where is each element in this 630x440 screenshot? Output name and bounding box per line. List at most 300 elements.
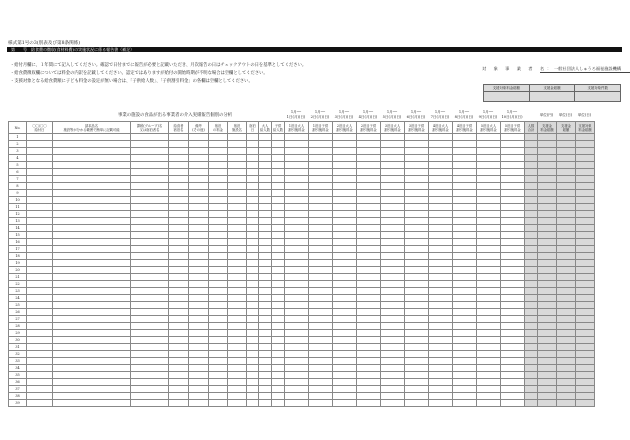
table-cell[interactable]: [429, 253, 453, 260]
table-cell[interactable]: [27, 246, 53, 253]
table-cell[interactable]: [525, 274, 538, 281]
table-cell[interactable]: [576, 134, 595, 141]
table-cell[interactable]: [259, 358, 272, 365]
table-cell[interactable]: [247, 218, 259, 225]
table-cell[interactable]: [381, 162, 405, 169]
table-cell[interactable]: [501, 204, 525, 211]
table-cell[interactable]: [53, 295, 131, 302]
table-cell[interactable]: [525, 134, 538, 141]
table-cell[interactable]: [501, 288, 525, 295]
table-cell[interactable]: [272, 134, 285, 141]
table-cell[interactable]: [381, 316, 405, 323]
table-cell[interactable]: [169, 218, 189, 225]
table-cell[interactable]: [333, 197, 357, 204]
table-cell[interactable]: [131, 330, 169, 337]
table-cell[interactable]: [285, 190, 309, 197]
table-cell[interactable]: [169, 239, 189, 246]
table-cell[interactable]: [525, 267, 538, 274]
table-cell[interactable]: [272, 190, 285, 197]
table-cell[interactable]: [272, 141, 285, 148]
table-cell[interactable]: [189, 372, 209, 379]
table-cell[interactable]: [576, 211, 595, 218]
table-cell[interactable]: [453, 323, 477, 330]
table-cell[interactable]: [501, 176, 525, 183]
table-cell[interactable]: [453, 211, 477, 218]
table-cell[interactable]: [501, 253, 525, 260]
table-cell[interactable]: [429, 372, 453, 379]
table-cell[interactable]: [501, 190, 525, 197]
table-cell[interactable]: [53, 155, 131, 162]
table-cell[interactable]: [429, 162, 453, 169]
table-cell[interactable]: [259, 330, 272, 337]
table-cell[interactable]: [576, 344, 595, 351]
table-cell[interactable]: [309, 162, 333, 169]
table-cell[interactable]: [429, 155, 453, 162]
table-cell[interactable]: [27, 393, 53, 400]
table-cell[interactable]: [169, 148, 189, 155]
table-cell[interactable]: [333, 204, 357, 211]
table-cell[interactable]: [189, 295, 209, 302]
table-cell[interactable]: [538, 274, 557, 281]
table-cell[interactable]: [501, 162, 525, 169]
table-cell[interactable]: [576, 232, 595, 239]
table-cell[interactable]: [557, 365, 576, 372]
table-cell[interactable]: [357, 260, 381, 267]
table-cell[interactable]: [189, 204, 209, 211]
table-cell[interactable]: [405, 190, 429, 197]
table-cell[interactable]: [333, 190, 357, 197]
table-cell[interactable]: [357, 267, 381, 274]
table-cell[interactable]: [228, 393, 247, 400]
table-cell[interactable]: [357, 204, 381, 211]
table-cell[interactable]: [209, 204, 228, 211]
table-cell[interactable]: [576, 351, 595, 358]
table-cell[interactable]: [285, 295, 309, 302]
table-cell[interactable]: [131, 400, 169, 407]
table-cell[interactable]: [525, 358, 538, 365]
table-cell[interactable]: [27, 204, 53, 211]
table-cell[interactable]: [27, 211, 53, 218]
table-cell[interactable]: [538, 253, 557, 260]
table-cell[interactable]: [247, 267, 259, 274]
table-cell[interactable]: [501, 225, 525, 232]
table-cell[interactable]: [259, 134, 272, 141]
table-cell[interactable]: [525, 232, 538, 239]
table-cell[interactable]: [525, 204, 538, 211]
table-cell[interactable]: [131, 253, 169, 260]
table-cell[interactable]: [381, 365, 405, 372]
table-cell[interactable]: [272, 372, 285, 379]
table-cell[interactable]: [538, 393, 557, 400]
table-cell[interactable]: [453, 155, 477, 162]
table-cell[interactable]: [576, 246, 595, 253]
table-cell[interactable]: [285, 204, 309, 211]
table-cell[interactable]: [228, 351, 247, 358]
table-cell[interactable]: [557, 393, 576, 400]
table-cell[interactable]: [309, 323, 333, 330]
table-cell[interactable]: [501, 267, 525, 274]
table-cell[interactable]: [405, 260, 429, 267]
table-cell[interactable]: [405, 141, 429, 148]
table-cell[interactable]: [525, 281, 538, 288]
table-cell[interactable]: [285, 169, 309, 176]
table-cell[interactable]: [381, 141, 405, 148]
table-cell[interactable]: [259, 260, 272, 267]
table-cell[interactable]: [27, 274, 53, 281]
table-cell[interactable]: [131, 148, 169, 155]
table-cell[interactable]: [285, 197, 309, 204]
table-cell[interactable]: [333, 393, 357, 400]
table-cell[interactable]: [576, 400, 595, 407]
table-cell[interactable]: [131, 183, 169, 190]
table-cell[interactable]: [247, 400, 259, 407]
table-cell[interactable]: [525, 239, 538, 246]
table-cell[interactable]: [247, 330, 259, 337]
table-cell[interactable]: [525, 302, 538, 309]
table-cell[interactable]: [189, 232, 209, 239]
table-cell[interactable]: [189, 183, 209, 190]
table-cell[interactable]: [357, 225, 381, 232]
table-cell[interactable]: [557, 246, 576, 253]
table-cell[interactable]: [247, 379, 259, 386]
table-cell[interactable]: [477, 260, 501, 267]
table-cell[interactable]: [131, 197, 169, 204]
table-cell[interactable]: [209, 239, 228, 246]
table-cell[interactable]: [285, 323, 309, 330]
table-cell[interactable]: [576, 176, 595, 183]
table-cell[interactable]: [131, 162, 169, 169]
table-cell[interactable]: [429, 134, 453, 141]
table-cell[interactable]: [501, 323, 525, 330]
table-cell[interactable]: [333, 365, 357, 372]
table-cell[interactable]: [381, 218, 405, 225]
table-cell[interactable]: [477, 302, 501, 309]
table-cell[interactable]: [333, 211, 357, 218]
table-cell[interactable]: [538, 309, 557, 316]
table-cell[interactable]: [285, 225, 309, 232]
table-cell[interactable]: [557, 260, 576, 267]
table-cell[interactable]: [405, 316, 429, 323]
table-cell[interactable]: [53, 323, 131, 330]
table-cell[interactable]: [53, 148, 131, 155]
table-cell[interactable]: [209, 232, 228, 239]
table-cell[interactable]: [272, 358, 285, 365]
table-cell[interactable]: [131, 246, 169, 253]
table-cell[interactable]: [53, 253, 131, 260]
table-cell[interactable]: [228, 246, 247, 253]
table-cell[interactable]: [333, 141, 357, 148]
table-cell[interactable]: [189, 190, 209, 197]
table-cell[interactable]: [131, 267, 169, 274]
table-cell[interactable]: [557, 169, 576, 176]
table-cell[interactable]: [477, 267, 501, 274]
table-cell[interactable]: [405, 274, 429, 281]
table-cell[interactable]: [557, 183, 576, 190]
table-cell[interactable]: [309, 225, 333, 232]
table-cell[interactable]: [525, 246, 538, 253]
table-cell[interactable]: [247, 274, 259, 281]
table-cell[interactable]: [525, 330, 538, 337]
table-cell[interactable]: [453, 162, 477, 169]
table-cell[interactable]: [259, 386, 272, 393]
table-cell[interactable]: [576, 323, 595, 330]
table-cell[interactable]: [333, 239, 357, 246]
table-cell[interactable]: [333, 302, 357, 309]
table-cell[interactable]: [228, 218, 247, 225]
table-cell[interactable]: [525, 344, 538, 351]
table-cell[interactable]: [477, 176, 501, 183]
table-cell[interactable]: [272, 288, 285, 295]
table-cell[interactable]: [53, 302, 131, 309]
table-cell[interactable]: [429, 204, 453, 211]
table-cell[interactable]: [405, 386, 429, 393]
table-cell[interactable]: [27, 225, 53, 232]
table-cell[interactable]: [309, 358, 333, 365]
table-cell[interactable]: [477, 183, 501, 190]
table-cell[interactable]: [429, 330, 453, 337]
table-cell[interactable]: [501, 141, 525, 148]
table-cell[interactable]: [285, 372, 309, 379]
table-cell[interactable]: [228, 309, 247, 316]
table-cell[interactable]: [429, 267, 453, 274]
table-cell[interactable]: [53, 211, 131, 218]
table-cell[interactable]: [53, 281, 131, 288]
table-cell[interactable]: [247, 372, 259, 379]
applicant-value[interactable]: 一般社団法人しゅうろ福祉施設機構: [554, 66, 622, 71]
table-cell[interactable]: [272, 337, 285, 344]
table-cell[interactable]: [381, 302, 405, 309]
table-cell[interactable]: [285, 155, 309, 162]
table-cell[interactable]: [557, 162, 576, 169]
table-cell[interactable]: [429, 288, 453, 295]
table-cell[interactable]: [381, 386, 405, 393]
table-cell[interactable]: [259, 379, 272, 386]
table-cell[interactable]: [501, 344, 525, 351]
table-cell[interactable]: [309, 309, 333, 316]
table-cell[interactable]: [272, 316, 285, 323]
table-cell[interactable]: [576, 393, 595, 400]
table-cell[interactable]: [53, 351, 131, 358]
table-cell[interactable]: [501, 309, 525, 316]
table-cell[interactable]: [525, 176, 538, 183]
table-cell[interactable]: [209, 274, 228, 281]
table-cell[interactable]: [557, 281, 576, 288]
table-cell[interactable]: [557, 225, 576, 232]
table-cell[interactable]: [405, 169, 429, 176]
table-cell[interactable]: [538, 225, 557, 232]
table-cell[interactable]: [169, 302, 189, 309]
table-cell[interactable]: [272, 162, 285, 169]
table-cell[interactable]: [381, 260, 405, 267]
table-cell[interactable]: [309, 197, 333, 204]
table-cell[interactable]: [525, 386, 538, 393]
table-cell[interactable]: [501, 302, 525, 309]
table-cell[interactable]: [429, 400, 453, 407]
table-cell[interactable]: [333, 316, 357, 323]
table-cell[interactable]: [576, 372, 595, 379]
table-cell[interactable]: [228, 372, 247, 379]
table-cell[interactable]: [477, 148, 501, 155]
table-cell[interactable]: [285, 253, 309, 260]
table-cell[interactable]: [169, 372, 189, 379]
table-cell[interactable]: [209, 148, 228, 155]
table-cell[interactable]: [272, 148, 285, 155]
table-cell[interactable]: [247, 316, 259, 323]
table-cell[interactable]: [27, 169, 53, 176]
table-cell[interactable]: [576, 141, 595, 148]
table-cell[interactable]: [259, 274, 272, 281]
table-cell[interactable]: [525, 351, 538, 358]
table-cell[interactable]: [27, 190, 53, 197]
summary-cell[interactable]: [530, 85, 576, 101]
table-cell[interactable]: [477, 211, 501, 218]
table-cell[interactable]: [169, 211, 189, 218]
table-cell[interactable]: [576, 309, 595, 316]
table-cell[interactable]: [53, 400, 131, 407]
table-cell[interactable]: [131, 169, 169, 176]
table-cell[interactable]: [259, 365, 272, 372]
table-cell[interactable]: [189, 323, 209, 330]
table-cell[interactable]: [477, 309, 501, 316]
table-cell[interactable]: [259, 393, 272, 400]
table-cell[interactable]: [357, 400, 381, 407]
table-cell[interactable]: [576, 365, 595, 372]
table-cell[interactable]: [538, 379, 557, 386]
table-cell[interactable]: [357, 323, 381, 330]
table-cell[interactable]: [538, 351, 557, 358]
table-cell[interactable]: [501, 351, 525, 358]
table-cell[interactable]: [131, 141, 169, 148]
table-cell[interactable]: [538, 141, 557, 148]
table-cell[interactable]: [538, 155, 557, 162]
table-cell[interactable]: [209, 134, 228, 141]
table-cell[interactable]: [309, 155, 333, 162]
table-cell[interactable]: [53, 260, 131, 267]
table-cell[interactable]: [209, 309, 228, 316]
table-cell[interactable]: [189, 260, 209, 267]
table-cell[interactable]: [53, 190, 131, 197]
table-cell[interactable]: [131, 302, 169, 309]
table-cell[interactable]: [169, 400, 189, 407]
table-cell[interactable]: [477, 246, 501, 253]
table-cell[interactable]: [131, 190, 169, 197]
table-cell[interactable]: [538, 232, 557, 239]
table-cell[interactable]: [259, 148, 272, 155]
table-cell[interactable]: [538, 246, 557, 253]
table-cell[interactable]: [381, 372, 405, 379]
table-cell[interactable]: [228, 190, 247, 197]
table-cell[interactable]: [272, 365, 285, 372]
table-cell[interactable]: [169, 260, 189, 267]
table-cell[interactable]: [285, 379, 309, 386]
table-cell[interactable]: [27, 253, 53, 260]
table-cell[interactable]: [477, 162, 501, 169]
table-cell[interactable]: [405, 218, 429, 225]
table-cell[interactable]: [501, 218, 525, 225]
table-cell[interactable]: [169, 337, 189, 344]
table-cell[interactable]: [27, 323, 53, 330]
table-cell[interactable]: [405, 365, 429, 372]
table-cell[interactable]: [405, 309, 429, 316]
table-cell[interactable]: [53, 393, 131, 400]
table-cell[interactable]: [189, 379, 209, 386]
table-cell[interactable]: [525, 190, 538, 197]
table-cell[interactable]: [501, 155, 525, 162]
table-cell[interactable]: [189, 225, 209, 232]
table-cell[interactable]: [309, 295, 333, 302]
table-cell[interactable]: [477, 358, 501, 365]
table-cell[interactable]: [53, 204, 131, 211]
table-cell[interactable]: [189, 281, 209, 288]
table-cell[interactable]: [209, 393, 228, 400]
table-cell[interactable]: [453, 330, 477, 337]
table-cell[interactable]: [333, 260, 357, 267]
table-cell[interactable]: [169, 183, 189, 190]
table-cell[interactable]: [557, 358, 576, 365]
table-cell[interactable]: [477, 372, 501, 379]
table-cell[interactable]: [357, 393, 381, 400]
table-cell[interactable]: [209, 358, 228, 365]
table-cell[interactable]: [259, 190, 272, 197]
table-cell[interactable]: [525, 169, 538, 176]
table-cell[interactable]: [209, 246, 228, 253]
table-cell[interactable]: [453, 337, 477, 344]
table-cell[interactable]: [357, 288, 381, 295]
table-cell[interactable]: [429, 274, 453, 281]
table-cell[interactable]: [272, 274, 285, 281]
table-cell[interactable]: [27, 162, 53, 169]
table-cell[interactable]: [525, 260, 538, 267]
table-cell[interactable]: [357, 344, 381, 351]
table-cell[interactable]: [131, 218, 169, 225]
table-cell[interactable]: [27, 288, 53, 295]
table-cell[interactable]: [209, 365, 228, 372]
table-cell[interactable]: [259, 218, 272, 225]
table-cell[interactable]: [309, 253, 333, 260]
table-cell[interactable]: [209, 330, 228, 337]
table-cell[interactable]: [131, 204, 169, 211]
table-cell[interactable]: [309, 316, 333, 323]
table-cell[interactable]: [381, 239, 405, 246]
table-cell[interactable]: [27, 372, 53, 379]
table-cell[interactable]: [538, 239, 557, 246]
table-cell[interactable]: [189, 246, 209, 253]
table-cell[interactable]: [576, 253, 595, 260]
table-cell[interactable]: [333, 134, 357, 141]
table-cell[interactable]: [357, 253, 381, 260]
table-cell[interactable]: [228, 232, 247, 239]
table-cell[interactable]: [405, 330, 429, 337]
table-cell[interactable]: [259, 400, 272, 407]
table-cell[interactable]: [538, 365, 557, 372]
table-cell[interactable]: [477, 288, 501, 295]
table-cell[interactable]: [189, 176, 209, 183]
table-cell[interactable]: [453, 372, 477, 379]
table-cell[interactable]: [538, 190, 557, 197]
table-cell[interactable]: [525, 309, 538, 316]
table-cell[interactable]: [453, 253, 477, 260]
table-cell[interactable]: [272, 246, 285, 253]
table-cell[interactable]: [357, 281, 381, 288]
table-cell[interactable]: [333, 323, 357, 330]
table-cell[interactable]: [333, 169, 357, 176]
table-cell[interactable]: [53, 358, 131, 365]
table-cell[interactable]: [309, 246, 333, 253]
table-cell[interactable]: [247, 197, 259, 204]
table-cell[interactable]: [27, 330, 53, 337]
table-cell[interactable]: [477, 400, 501, 407]
table-cell[interactable]: [259, 302, 272, 309]
